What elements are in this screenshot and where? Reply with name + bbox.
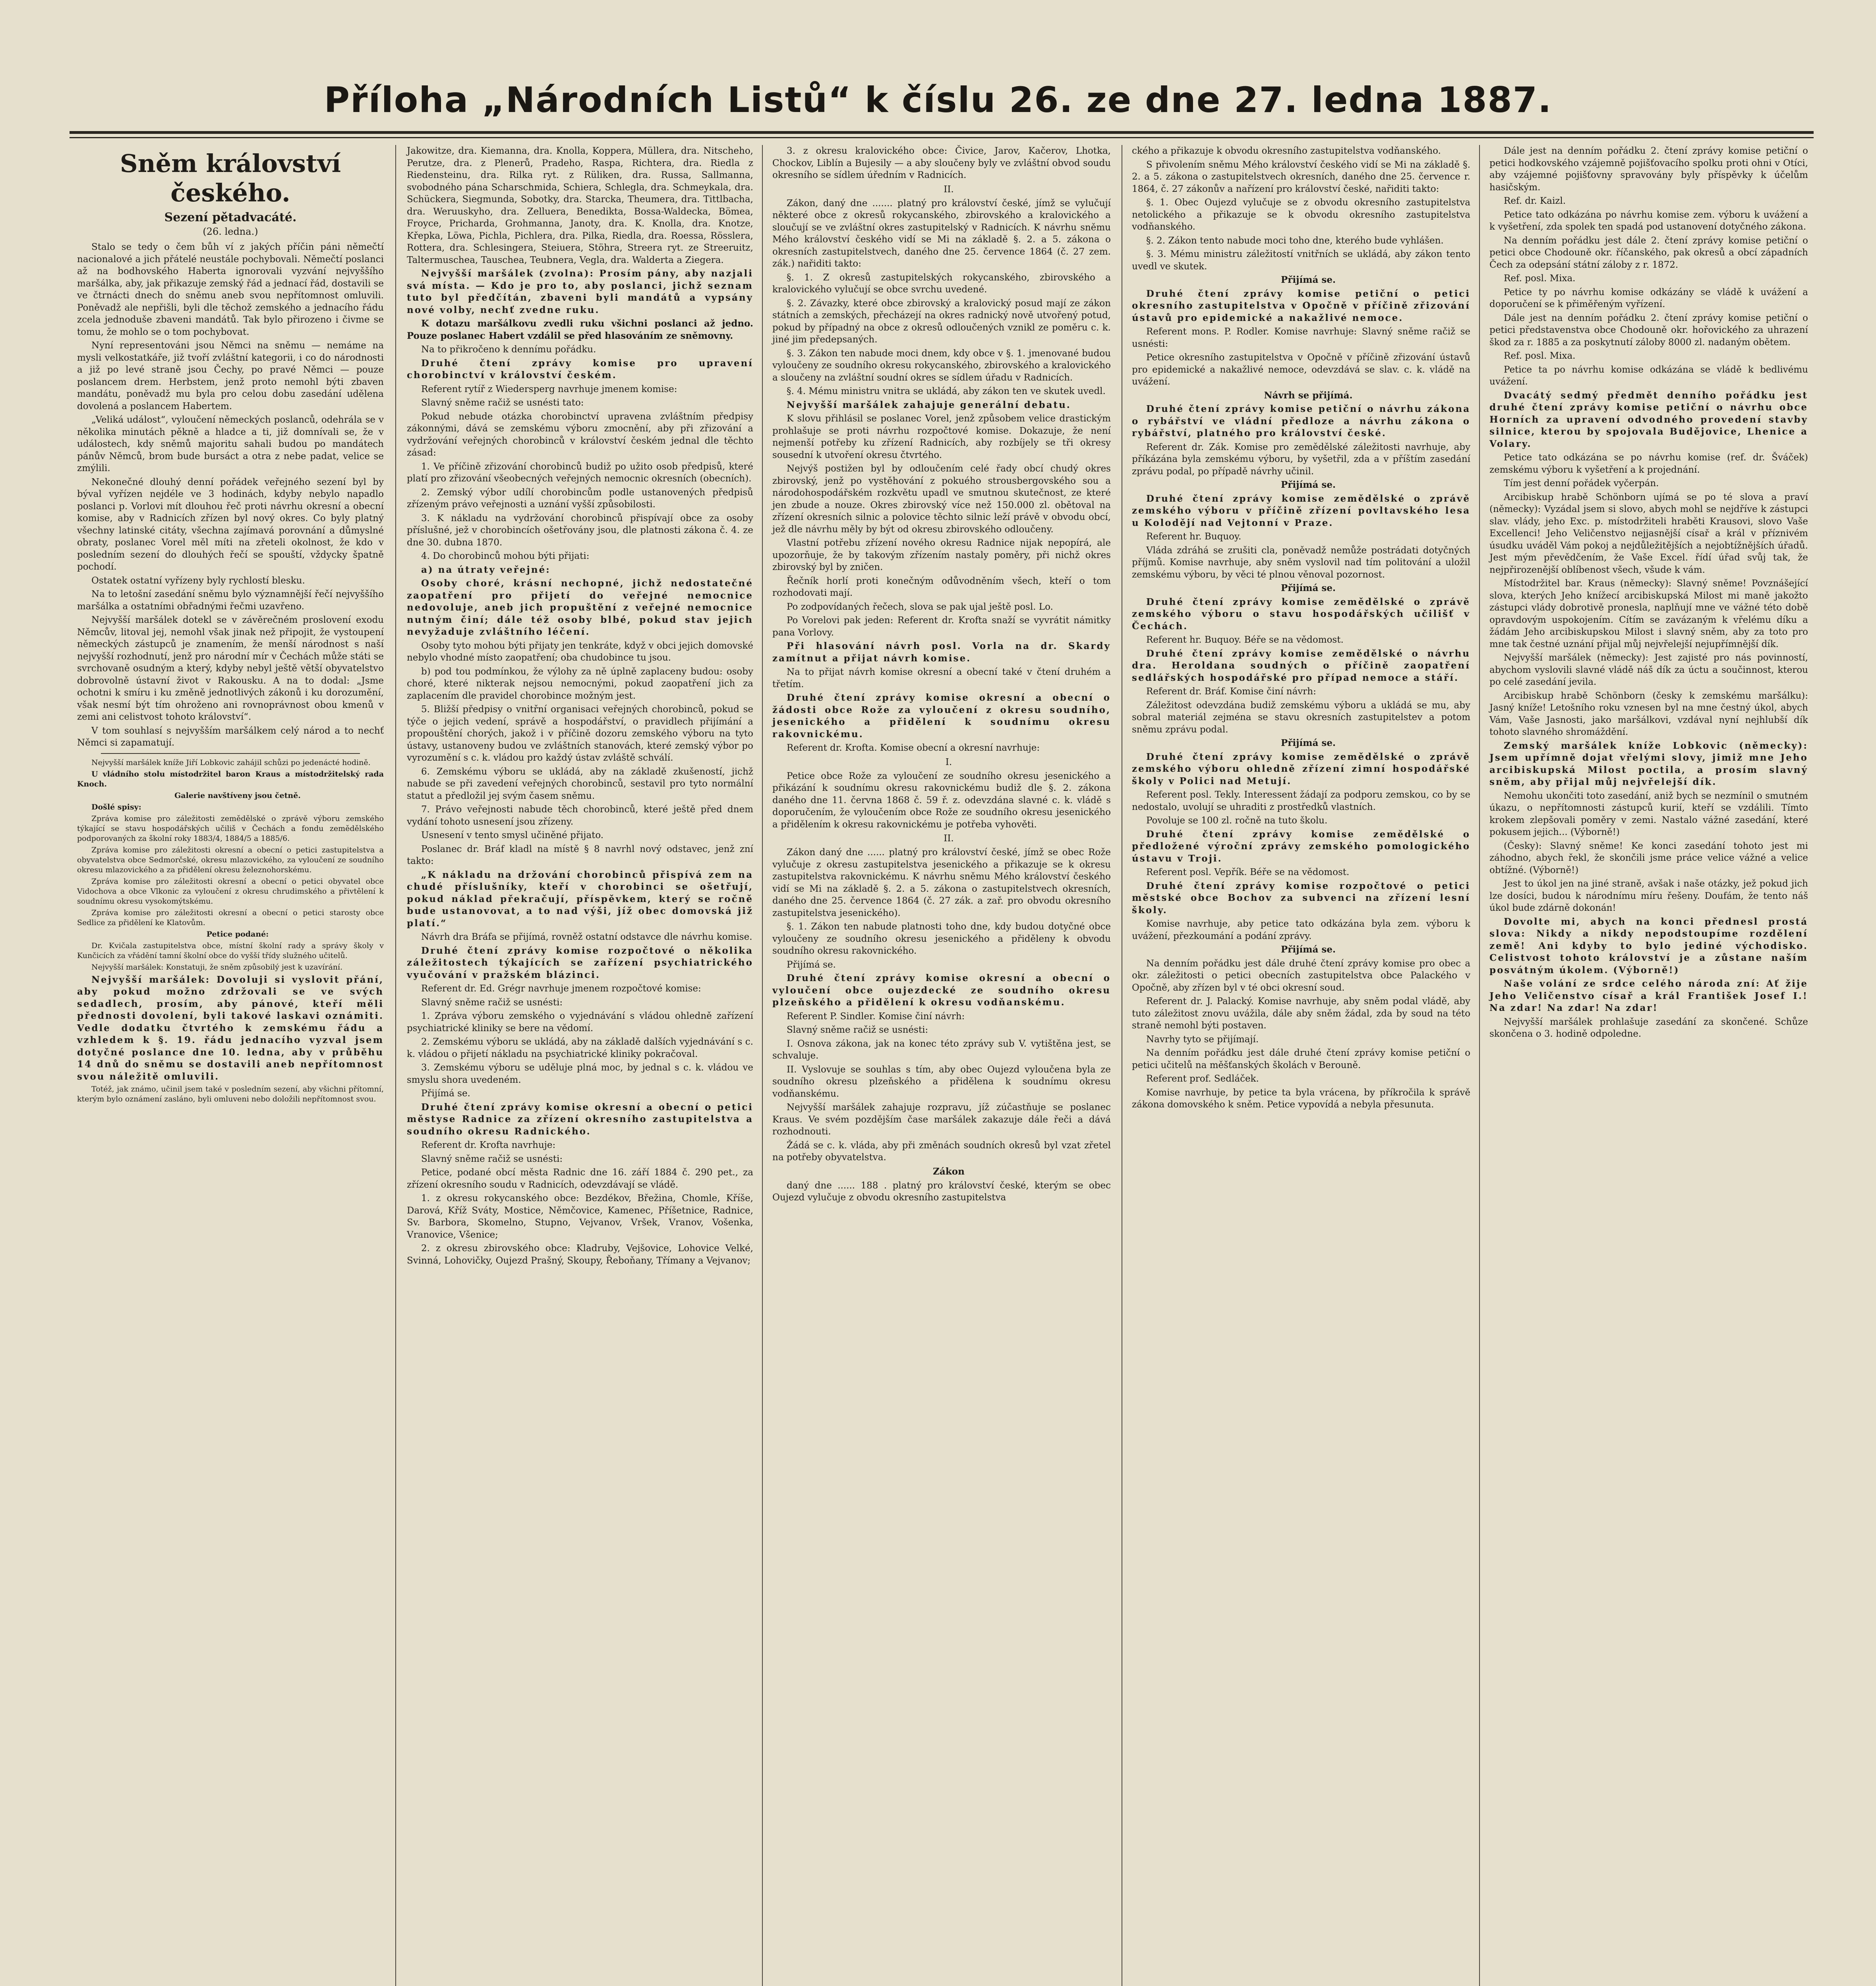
paragraph: Druhé čtení zprávy komise rozpočtové o několika záležitostech týkajících se zařízení psychiatrického vyučování v pražském blázinci.: [407, 945, 753, 980]
paragraph: Druhé čtení zprávy komise okresní a obecní o vyloučení obce oujezdecké ze soudního okresu plzeňského a přidělení k okresu vodňanskému.: [772, 973, 1111, 1008]
column-1: [72, 145, 389, 1986]
paragraph: Referent rytíř z Wiedersperg navrhuje jmenem komise:: [421, 384, 677, 394]
article-title: Sněm království českého.: [120, 149, 341, 207]
column-divider: [762, 145, 763, 1986]
paragraph: Komise navrhuje, by petice ta byla vrácena, by příkročila k správě zákona domovského k sněm. Petice vypovídá a nebyla přesunuta.: [1132, 1087, 1470, 1110]
paragraph: Zpráva komise pro záležitosti okresní a obecní o petici starosty obce Sedlice za přidělení ke Klatovům.: [77, 908, 384, 927]
masthead-title: Příloha „Národních Listů“ k číslu 26. ze dne 27. ledna 1887.: [324, 79, 1552, 120]
paragraph: II. Vyslovuje se souhlas s tím, aby obec Oujezd vyloučena byla ze soudního okresu plzeňského a přidělena k soudnímu okresu vodňanskému.: [772, 1064, 1111, 1099]
paragraph: Galerie navštíveny jsou četně.: [174, 791, 301, 800]
paragraph: Druhé čtení zprávy komise zemědělské o zprávě zemského výboru o stavu hospodářských učilišť v Čechách.: [1132, 596, 1470, 632]
paragraph: Na to přijat návrh komise okresní a obecní také v čtení druhém a třetím.: [772, 667, 1111, 690]
paragraph: Druhé čtení zprávy komise rozpočtové o petici městské obce Bochov za subvenci na zřízení lesní školy.: [1132, 880, 1470, 916]
paragraph: Zemský maršálek kníže Lobkovic (německy): Jsem upřímně dojat vřelými slovy, jimiž mne Jeho arcibiskupská Milost poctila, a prosím slavný sněm, aby přijal můj nejvřelejší dík.: [1489, 740, 1808, 787]
paragraph: Petice ta po návrhu komise odkázána se vládě k bedlivému uvážení.: [1489, 364, 1808, 387]
paragraph: Referent prof. Sedláček.: [1146, 1074, 1259, 1084]
paragraph: Po Vorelovi pak jeden: Referent dr. Krofta snaží se vyvrátit námitky pana Vorlovy.: [772, 615, 1111, 638]
paragraph: Vláda zdráhá se zrušiti cla, poněvadž nemůže postrádati dotyčných příjmů. Komise navrhuje, aby sněm vyslovil nad tím politování a uložil zemskému výboru, by věci té plnou věnoval pozornost.: [1132, 545, 1470, 580]
paragraph: Slavný sněme račiž se usnésti:: [787, 1025, 928, 1035]
paragraph: Návrh dra Bráfa se přijímá, rovněž ostatní odstavce dle návrhu komise.: [421, 932, 752, 942]
paragraph: 3. K nákladu na vydržování chorobinců přispívají obce za osoby příslušné, jež v chorobincích ošetřovány jsou, dle platnosti zákona č. 4. ze dne 30. dubna 1870.: [407, 513, 753, 548]
paragraph: Nejvyšší maršálek: Dovoluji si vyslovit přání, aby pokud možno zdržovali se ve svých sedadlech, prosím, aby pánové, kteří měli přednosti dovolení, byli takové laskavi oznámiti. Vedle dodatku čtvrtého k zemskému řádu a vzhledem k §. 19. řádu jednacího vyzval jsem dotyčné poslance dne 10. ledna, aby v průběhu 14 dnů do sněmu se dostavili aneb nepřítomnost svou náležitě omluvili.: [77, 974, 384, 1082]
paragraph: §. 2. Závazky, které obce zbirovský a kralovický posud mají ze zákon státních a zemských, přecházejí na okres radnický nově utvořený potud, pokud by případný na obce z okresů odloučených vznikl ze poměru c. k. jiné jim předepsaných.: [772, 298, 1111, 345]
paragraph: Při hlasování návrh posl. Vorla na dr. Skardy zamítnut a přijat návrh komise.: [772, 641, 1111, 664]
paragraph: a) na útraty veřejné:: [421, 564, 551, 575]
paragraph: Na denním pořádku jest dále druhé čtení zprávy komise petiční o petici učitelů na měšťanských školách v Berouně.: [1132, 1048, 1470, 1070]
paragraph: Navrhy tyto se přijímají.: [1146, 1034, 1259, 1045]
paragraph: Povoluje se 100 zl. ročně na tuto školu.: [1146, 815, 1328, 826]
paragraph: Dovolte mi, abych na konci přednesl prostá slova: Nikdy a nikdy nepodstoupíme rozdělení země! Ani kdyby to bylo jediné východisko. Celistvost tohoto království je a zůstane naším posvátným úkolem. (Výborně!): [1489, 916, 1808, 976]
paragraph: Arcibiskup hrabě Schönborn ujímá se po té slova a praví (německy): Vyzádal jsem si slovo, abych mohl se nejdříve k zástupci slav. vlády, jeho Exc. p. místodržiteli hraběti Krausovi, slovo Vaše Excellenci! Jeho Veličenstvo nejjasnější císař a král v příznivém úsudku uváděl Vám pokoj a nejdůležitějších a nejobtížnějších úřadů. Jest mým převědčením, že Vaše Excel. řídí úřad svůj tak, že nejpřirozenější oblíbenost všech, všude k vám.: [1489, 492, 1808, 575]
paragraph: Druhé čtení zprávy komise zemědělské o zprávě zemského výboru ohledně zřízení zimní hospodářské školy v Polici nad Metují.: [1132, 751, 1470, 786]
paragraph: Návrh se přijímá.: [1264, 390, 1353, 401]
paragraph: Petice ty po návrhu komise odkázány se vládě k uvážení a doporučení se k přiměřeným vyřízení.: [1489, 287, 1808, 309]
paragraph: Zákon daný dne ...... platný pro království české, jímž se obec Rože vylučuje z okresu zastupitelstva jesenického a přikazuje se k okresu zastupitelstva rakovnickému. K návrhu sněmu Mého království českého vidí se Mi na základě §. 2. a 5. zákona o zastupitelstvech okresních, daného dne 25. července 1864 (č. 27 zák. a zař. pro obvodu okresního zastupitelstva jesenického).: [772, 847, 1111, 918]
paragraph: 2. Zemský výbor udílí chorobincům podle ustanovených předpisů zřízeným právo veřejnosti a uznání vyšší způsobilosti.: [407, 487, 753, 510]
paragraph: Ref. posl. Mixa.: [1504, 273, 1576, 284]
paragraph: 1. Zpráva výboru zemského o vyjednávání s vládou ohledně zařízení psychiatrické kliniky se bere na vědomí.: [407, 1011, 753, 1034]
column-4: [1126, 145, 1476, 1986]
paragraph: Ref. dr. Kaizl.: [1504, 196, 1566, 206]
paragraph: Referent P. Sindler. Komise činí návrh:: [787, 1011, 965, 1022]
paragraph: V tom souhlasí s nejvyšším maršálkem celý národ a to nechť Němci si zapamatují.: [77, 725, 384, 748]
paragraph: Nemohu ukončiti toto zasedání, aniž bych se nezmínil o smutném úkazu, o nepřítomnosti zástupců kurií, kteří se vzdálili. Tímto krokem zlepšovali poměry v zemi. Nastalo vážné zasedání, které pokusem jejich... (Výborně!): [1489, 790, 1808, 837]
paragraph: Tím jest denní pořádek vyčerpán.: [1504, 478, 1659, 489]
paragraph: 1. z okresu rokycanského obce: Bezdékov, Břežina, Chomle, Kříše, Darová, Kříž Sváty, Mostice, Němčovice, Kamenec, Příšetnice, Radnice, Sv. Barbora, Skomelno, Stupno, Vejvanov, Vršek, Vranov, Vošenka, Vranovice, Všenice;: [407, 1193, 753, 1240]
paragraph: Místodržitel bar. Kraus (německy): Slavný sněme! Povznášející slova, kterých Jeho knížecí arcibiskupská Milost mi maně jakožto zástupci vlády dobrotivě pronesla, naplňují mne ve vážné této době opravdovým uspokojením. Cítím se zavázaným k vřelému díku a žádám Jeho arcibiskupskou Milost i slavný sněm, aby za toto pro mne tak čestné uznání přijal můj nejvřelejší nejupřímnější dík.: [1489, 578, 1808, 649]
paragraph: I. Osnova zákona, jak na konec této zprávy sub V. vytištěna jest, se schvaluje.: [772, 1038, 1111, 1061]
paragraph: Referent dr. Bráf. Komise činí návrh:: [1146, 686, 1316, 697]
paragraph: U vládního stolu místodržitel baron Kraus a místodržitelský rada Knoch.: [77, 769, 384, 788]
paragraph: 2. z okresu zbirovského obce: Kladruby, Vejšovice, Lohovice Velké, Svinná, Lohovičky, Oujezd Prašný, Skoupy, Řeboňany, Třímany a Vejvanov;: [407, 1243, 753, 1266]
paragraph: Na denním pořádku jest dále druhé čtení zprávy komise pro obec a okr. záležitosti o petici obecních zastupitelstva obce Palackého v Opočně, aby zřízen byl v té obci okresní soud.: [1132, 958, 1470, 993]
paragraph: Naše volání ze srdce celého národa zní: Ať žije Jeho Veličenstvo císař a král František Josef I.! Na zdar! Na zdar! Na zdar!: [1489, 978, 1808, 1013]
paragraph: Referent dr. Ed. Grégr navrhuje jmenem rozpočtové komise:: [421, 983, 701, 994]
section-number: I.: [945, 757, 952, 767]
paragraph: Totéž, jak známo, učinil jsem také v posledním sezení, aby všichni přítomní, kterým bylo oznámení zasláno, byli omluveni nebo doložili nepřítomnost svou.: [77, 1085, 384, 1103]
paragraph: Přijímá se.: [787, 959, 836, 970]
paragraph: Jest to úkol jen na jiné straně, avšak i naše otázky, jež pokud jich lze dosíci, budou k národnímu míru řešeny. Doufám, že tento náš úkol bude zdárně dokonán!: [1489, 879, 1808, 913]
paragraph: ckého a přikazuje k obvodu okresního zastupitelstva vodňanského.: [1132, 146, 1441, 156]
paragraph: Nyní representováni jsou Němci na sněmu — nemáme na mysli velkostatkáře, již tvoří zvláštní kategorii, i co do národnosti a již po levé straně jsou Čechy, po pravé Němci — pouze poslancem drem. Herbstem, jenž proto nemohl býti zbaven mandátu, poněvadž mu byla pro celou dobu zasedání udělena dovolená a poslancem Habertem.: [77, 340, 384, 411]
paragraph: Petice obce Rože za vyloučení ze soudního okresu jesenického a přikázání k soudnímu okresu rakovnickému budiž dle §. 2. zákona daného dne 11. června 1868 č. 59 ř. z. odevzdána slavné c. k. vládě s doporučením, že vyloučením obce Rože ze soudního okresu jesenického a přidělením k okresu rakovnickému je potřeba vyhověti.: [772, 771, 1111, 830]
column-2: [401, 145, 759, 1986]
paragraph: Přijímá se.: [1280, 274, 1336, 285]
paragraph: 1. Ve příčině zřizování chorobinců budiž po užito osob předpisů, které platí pro zřizování všeobecných veřejných nemocnic okresních (obecních).: [407, 461, 753, 484]
paragraph: Slavný sněme račiž se usnésti tato:: [421, 398, 584, 408]
paragraph: Nejvýš postižen byl by odloučením celé řady obcí chudý okres zbirovský, jenž po vystěhování z pokuého strousbergovského sou a národohospodářském rozkvětu upadl ve smutnou skutečnost, ze které jen zbude a nouze. Okres zbirovský více než 150.000 zl. obětoval na zřízení okresních silnic a polovice těchto silnic leží právě v obvodu obcí, jež dle návrhu měly by být od okresu zbirovského odloučeny.: [772, 464, 1111, 535]
paragraph: Slavný sněme račiž se usnésti:: [421, 1153, 563, 1164]
paragraph: Petice tato odkázána se po návrhu komise (ref. dr. Šváček) zemskému výboru k vyšetření a k projednání.: [1489, 452, 1808, 475]
paragraph: Nekonečné dlouhý denní pořádek veřejného sezení byl by býval vyřízen nejdéle ve 3 hodinách, kdyby nebylo napadlo poslanci p. Vorlovi mít dlouhou řeč proti návrhu okresní a obecní komise, aby v Radnicích zřízen byl nový okres. Co byly platný všechny latinské citáty, všechna zajímavá porovnání a důmyslné obraty, poslanec Vorel měl míti na zřeteli okolnost, že kdo v posledním sezení do dlouhých řečí se spouští, vždycky špatně pochodí.: [77, 477, 384, 572]
paragraph: Druhé čtení zprávy komise zemědělské o předložené výroční zprávy zemského pomologického ústavu v Troji.: [1132, 829, 1470, 864]
paragraph: K dotazu maršálkovu zvedli ruku všichni poslanci až jedno. Pouze poslanec Habert vzdálil se před hlasováním ze sněmovny.: [407, 318, 753, 341]
paragraph: Dr. Kvičala zastupitelstva obce, místní školní rady a správy školy v Kunčicích za vřádění tamní školní obce do vyšší třídy služného učitelů.: [77, 941, 384, 960]
paragraph: „Veliká událost“, vyloučení německých poslanců, odehrála se v několika minutách pěkně a hladce a ti, již domnívali se, že v událostech, kdy sněmů majoritu sahali budou po mandátech pánův Němců, brom bude bursáct a otra z nebe padat, velice se zmýlili.: [77, 415, 384, 473]
paragraph: 3. Zemskému výboru se uděluje plná moc, by jednal s c. k. vládou ve smyslu shora uvedeném.: [407, 1063, 753, 1085]
paragraph: Druhé čtení zprávy komise okresní a obecní o žádosti obce Rože za vyloučení z okresu soudního, jesenického a přidělení k soudnímu okresu rakovnickému.: [772, 692, 1111, 740]
paragraph: Referent mons. P. Rodler. Komise navrhuje: Slavný sněme račiž se usnésti:: [1132, 326, 1470, 349]
paragraph: Druhé čtení zprávy komise petiční o petici okresního zastupitelstva v Opočně v příčině zřizování ústavů pro epidemické a nakažlivé nemoce.: [1132, 288, 1470, 323]
paragraph: §. 2. Zákon tento nabude moci toho dne, kterého bude vyhlášen.: [1146, 235, 1444, 246]
paragraph: Osoby tyto mohou býti přijaty jen tenkráte, když v obci jejich domovské nebylo vhodné místo zaopatření; oba chudobince tu jsou.: [407, 640, 753, 663]
paragraph: Referent dr. Krofta. Komise obecní a okresní navrhuje:: [787, 743, 1040, 753]
paragraph: Řečník horlí proti konečným odůvodněním všech, kteří o tom rozhodovati mají.: [772, 576, 1111, 598]
paragraph: Dvacátý sedmý předmět denního pořádku jest druhé čtení zprávy komise petiční o návrhu obce Horních za upravení odvodného provedení stavby silnice, kterou by spojovala Budějovice, Lhenice a Volary.: [1489, 390, 1808, 449]
paragraph: Arcibiskup hrabě Schönborn (česky k zemskému maršálku): Jasný kníže! Letošního roku vznesen byl na mne čestný úkol, abych Vám, Vaše Jasnosti, jako maršálkovi, vzdával nyní nejhlubší dík tohoto slavného shromáždění.: [1489, 690, 1808, 737]
paragraph: 3. z okresu kralovického obce: Čivice, Jarov, Kačerov, Lhotka, Chockov, Liblín a Bujesily — a aby sloučeny byly ve zvláštní obvod soudu okresního se sídlem úředním v Radnicích.: [772, 146, 1111, 180]
paragraph: Referent hr. Buquoy. Béře se na vědomost.: [1146, 635, 1344, 645]
paragraph: 6. Zemskému výboru se ukládá, aby na základě zkušeností, jichž nabude se při zavedení veřejných chorobinců, sestavil pro tyto normální statut a předložil jej svým časem sněmu.: [407, 766, 753, 801]
masthead-rule: [70, 131, 1814, 134]
paragraph: Dále jest na denním pořádku 2. čtení zprávy komise petiční o petici představenstva obce Chodouně okr. hořovického za uhrazení škod za r. 1885 a za poskytnutí záloby 8000 zl. nadaným obětem.: [1489, 313, 1808, 348]
paragraph: Nejvyšší maršálek (zvolna): Prosím pány, aby nazjali svá místa. — Kdo je pro to, aby poslanci, jichž seznam tuto byl předčítán, zbaveni byli mandátů a vypsány nové volby, nechť zvedne ruku.: [407, 268, 753, 315]
section-number: II.: [944, 833, 954, 844]
paragraph: 7. Právo veřejnosti nabude těch chorobinců, které ještě před dnem vydání tohoto usnesení jsou zřízeny.: [407, 804, 753, 827]
paragraph: Zpráva komise pro záležitosti okresní a obecní o petici obyvatel obce Vidochova a obce Vlkonic za vyloučení z okresu chrudimského a přivtělení k soudnímu okresu vysokomýtskému.: [77, 877, 384, 906]
paragraph: 2. Zemskému výboru se ukládá, aby na základě dalších vyjednávání s c. k. vládou o přijetí nákladu na psychiatrické kliniky pokračoval.: [407, 1037, 753, 1059]
paragraph: Petice, podané obcí města Radnic dne 16. září 1884 č. 290 pet., za zřízení okresního soudu v Radnicích, odevzdávají se vládě.: [407, 1167, 753, 1190]
paragraph: Poslanec dr. Bráf kladl na místě § 8 navrhl nový odstavec, jenž zní takto:: [407, 844, 753, 866]
paragraph: Na denním pořádku jest dále 2. čtení zprávy komise petiční o petici obce Chodouně okr. říčanského, pak okresů a obcí západních Čech za odepsání státní záloby z r. 1872.: [1489, 235, 1808, 270]
paragraph: Druhé čtení zprávy komise okresní a obecní o petici městyse Radnice za zřízení okresního zastupitelstva a soudního okresu Radnického.: [407, 1101, 753, 1137]
section-rule: [101, 753, 360, 754]
paragraph: Druhé čtení zprávy komise petiční o návrhu zákona o rybářství ve vládní předloze a návrhu zákona o rybářství, platného pro království české.: [1132, 404, 1470, 439]
paragraph: Záležitost odevzdána budiž zemskému výboru a ukládá se mu, aby sobral materiál zejména se stavu okresních zastupitelstev a potom sněmu zprávu podal.: [1132, 700, 1470, 735]
paragraph: Referent dr. Zák. Komise pro zemědělské záležitosti navrhuje, aby příkázána byla zemskému výboru, by vyšetřil, zda a v příštím zasedání zprávu podal, po případě návrhy učinil.: [1132, 442, 1470, 477]
paragraph: Referent hr. Buquoy.: [1146, 531, 1242, 542]
paragraph: Referent dr. J. Palacký. Komise navrhuje, aby sněm podal vládě, aby tuto záležitost znovu uvážila, dále aby sněm žádal, zda by soud na této straně nemohl býti postaven.: [1132, 996, 1470, 1031]
paragraph: Osoby choré, krásní nechopné, jichž nedostatečné zaopatření pro přijetí do veřejné nemocnice nedovoluje, aneb jich propuštění z veřejné nemocnice nutným činí; dále též osoby blbé, pokud stav jejich nevyžaduje zvláštního léčení.: [407, 578, 753, 637]
paragraph: Nejvyšší maršálek kníže Jiří Lobkovic zahájil schůzi po jedenácté hodině.: [91, 758, 371, 767]
law-heading: Zákon: [933, 1166, 965, 1177]
subheading: Petice podané:: [206, 929, 269, 939]
paragraph: Žádá se c. k. vláda, aby při změnách soudních okresů byl vzat zřetel na potřeby obyvatelstva.: [772, 1140, 1111, 1163]
paragraph: §. 4. Mému ministru vnitra se ukládá, aby zákon ten ve skutek uvedl.: [787, 386, 1106, 396]
paragraph: Druhé čtení zprávy komise pro upravení chorobinctví v království českém.: [407, 357, 753, 381]
paragraph: Referent dr. Krofta navrhuje:: [421, 1140, 556, 1150]
paragraph: Zpráva komise pro záležitosti okresní a obecní o petici zastupitelstva a obyvatelstva obce Sedmorčské, okresu mlazovického, za vyloučení ze soudního okresu mlazovického a za přidělení okresu železnohorskému.: [77, 845, 384, 874]
paragraph: Po zodpovídaných řečech, slova se pak ujal ještě posl. Lo.: [787, 601, 1053, 612]
paragraph: §. 1. Z okresů zastupitelských rokycanského, zbirovského a kralovického vylučují se obce svrchu uvedené.: [772, 272, 1111, 295]
column-divider: [1479, 145, 1480, 1986]
paragraph: 4. Do chorobinců mohou býti přijati:: [421, 551, 590, 561]
article-session: Sezení pětadvacáté.: [164, 211, 297, 224]
paragraph: Petice tato odkázána po návrhu komise zem. výboru k uvážení a k vyšetření, zda spolek ten spadá pod ustanovení dotyčného zákona.: [1489, 209, 1808, 232]
paragraph: S přivolením sněmu Mého království českého vidí se Mi na základě §. 2. a 5. zákona o zastupitelstvech okresních, daného dne 25. července r. 1864, č. 27 zákonův a nařízení pro království české, nařiditi takto:: [1132, 159, 1470, 194]
article-date: (26. ledna.): [203, 226, 258, 237]
paragraph: Druhé čtení zprávy komise zemědělské o návrhu dra. Heroldana soudných o příčině zaopatření sedlářských hospodářské pro případ nemoce a stáří.: [1132, 648, 1470, 683]
column-divider: [395, 145, 396, 1986]
paragraph: Usnesení v tento smysl učiněné přijato.: [421, 830, 604, 840]
paragraph: K slovu přihlásil se poslanec Vorel, jenž způsobem velice drastickým prohlašuje se proti návrhu rozpočtové komise. Dokazuje, že není nejmenší potřeby ku zřízení Radnicích, aby rozbíjely se tři okresy sousední k utvoření okresu čtvrtého.: [772, 413, 1111, 460]
paragraph: Přijímá se.: [1280, 738, 1336, 748]
paragraph: Přijímá se.: [1280, 944, 1336, 955]
column-3: [767, 145, 1116, 1986]
paragraph: Nejvyšší maršálek zahajuje rozpravu, jíž zúčastňuje se poslanec Kraus. Ve svém pozdějším čase maršálek zakazuje dále řeči a dává rozhodnouti.: [772, 1102, 1111, 1137]
paragraph: Zpráva komise pro záležitosti zemědělské o zprávě výboru zemského týkající se stavu hospodářských učiliš v Čechách a fondu zemědělského podporovaných za školní roky 1883/4, 1884/5 a 1885/6.: [77, 814, 384, 843]
subheading: Došlé spisy:: [91, 802, 141, 811]
paragraph: Na to letošní zasedání sněmu bylo významnější řečí nejvyššího maršálka a ostatními obřadnými řečmi uzavřeno.: [77, 589, 384, 612]
paragraph: Pokud nebude otázka chorobinctví upravena zvláštním předpisy zákonnými, dává se zemskému výboru zmocnění, aby při zřizování a vydržování veřejných chorobinců v království českém jednal dle těchto zásad:: [407, 411, 753, 458]
paragraph: Přijímá se.: [1280, 583, 1336, 593]
column-5: [1484, 145, 1814, 1986]
paragraph: Komise navrhuje, aby petice tato odkázána byla zem. výboru k uvážení, přezkoumání a podání zprávy.: [1132, 919, 1470, 941]
paragraph: Slavný sněme račiž se usnésti:: [421, 997, 563, 1008]
paragraph: Vlastní potřebu zřízení nového okresu Radnice nijak nepopírá, ale upozorňuje, že by takovým zřízením nastaly poměry, při nichž okres zbirovský byl by zničen.: [772, 538, 1111, 572]
paragraph: Petice okresního zastupitelstva v Opočně v příčině zřizování ústavů pro epidemické a nakažlivé nemoce, odevzdává se slav. c. k. vládě na uvážení.: [1132, 352, 1470, 387]
paragraph: Nejvyšší maršálek (německy): Jest zajisté pro nás povinností, abychom vyslovili slavné vládě náš dík za úctu a součinnost, kterou po celé zasedání jevila.: [1489, 653, 1808, 687]
paragraph: Referent posl. Tekly. Interessent žádají za podporu zemskou, co by se nedostalo, uvolují se uhraditi z prostředků vlastních.: [1132, 790, 1470, 812]
section-number: II.: [944, 184, 954, 195]
paragraph: Ref. posl. Mixa.: [1504, 351, 1576, 361]
paragraph: Stalo se tedy o čem bůh ví z jakých příčin páni němečtí nacionalové a jich přátelé neustále pochybovali. Němečtí poslanci až na bodhovského Haberta ignorovali vyzvání nejvyššího maršálka, aby, jak přikazuje zemský řád a jednací řád, dostavili se ve čtrnácti dnech do sněmu aneb svou nepřítomnost omluvili. Poněvadž ale nepřišli, byli dle těchož zemského a jednacího řádu zcela jednoduše zbaveni mandátů. Tak bylo přirozeno i čivme se tomu, že mohlo se o tom pochybovat.: [77, 242, 384, 337]
paragraph: Na to přikročeno k dennímu pořádku.: [421, 344, 596, 355]
paragraph: Ostatek ostatní vyřízeny byly rychlostí blesku.: [91, 575, 305, 586]
paragraph: §. 1. Obec Oujezd vylučuje se z obvodu okresního zastupitelstva netolického a přikazuje se k obvodu okresního zastupitelstva vodňanského.: [1132, 197, 1470, 232]
paragraph: Nejvyšší maršálek: Konstatuji, že sněm způsobilý jest k uzavírání.: [91, 962, 343, 972]
paragraph: Přijímá se.: [421, 1088, 470, 1099]
paragraph: Nejvyšší maršálek zahajuje generální debatu.: [787, 399, 1071, 410]
masthead-rule-thin: [70, 137, 1814, 138]
paragraph: §. 1. Zákon ten nabude platnosti toho dne, kdy budou dotyčné obce vyloučeny ze soudního okresu jesenického a přiděleny k obvodu soudního okresu rakovnického.: [772, 922, 1111, 956]
paragraph: Nejvyšší maršálek prohlašuje zasedání za skončené. Schůze skončena o 3. hodině odpoledne.: [1489, 1016, 1808, 1039]
paragraph: daný dne ...... 188 . platný pro království české, kterým se obec Oujezd vylučuje z obvodu okresního zastupitelstva: [772, 1180, 1111, 1203]
paragraph: §. 3. Zákon ten nabude moci dnem, kdy obce v §. 1. jmenované budou vyloučeny ze soudního okresu rokycanského, zbirovského a kralovického a sloučeny na zvláštní soudní okres se sídlem úřadu v Radnicích.: [772, 348, 1111, 383]
paragraph: Zákon, daný dne ....... platný pro království české, jímž se vylučují některé obce z okresů rokycanského, zbirovského a kralovického a sloučují se ve zvláštní okres zastupitelský v Radnicích. K návrhu sněmu Mého království českého vidí se Mi na základě §. 2. a 5. zákona o okresních zastupitelstvech, daného dne 25. července 1864 (č. 27 zem. zák.) nařiditi takto:: [772, 198, 1111, 269]
paragraph: Referent posl. Vepřík. Béře se na vědomost.: [1146, 867, 1350, 877]
paragraph: b) pod tou podmínkou, že výlohy za ně úplně zaplaceny budou: osoby choré, které nikterak nejsou nemocnými, pokud zaopatření jich za zaplacením dle pravidel chorobince možným jest.: [407, 666, 753, 701]
paragraph: Přijímá se.: [1280, 479, 1336, 490]
paragraph: Jakowitze, dra. Kiemanna, dra. Knolla, Koppera, Müllera, dra. Nitscheho, Perutze, dra. z Plenerů, Pradeho, Raspa, Richtera, dra. Riedla z Riedensteinu, dra. Rilka ryt. z Rüliken, dra. Russa, Sallmanna, svobodného pána Scharschmida, Schiera, Schlegla, dra. Schmeykala, dra. Schückera, Siegmunda, Sobotky, dra. Starcka, Theumera, dra. Tittlbacha, dra. Weruuskyho, dra. Zelluera, Benedikta, Bossa-Waldecka, Bömea, Froyce, Pricharda, Grohmanna, Janoty, dra. K. Knolla, dra. Knotze, Křepka, Löwa, Pichla, Pichlera, dra. Pilka, Riedla, dra. Roessa, Rösslera, Rottera, dra. Schlesingera, Steiuera, Stöhra, Streera ryt. ze Streeruitz, Taltermuschea, Tauschea, Teubnera, Vegla, dra. Walderta a Ziegera.: [407, 146, 753, 265]
paragraph: Dále jest na denním pořádku 2. čtení zprávy komise petiční o petici hodkovského vzájemně pojišťovacího spolku proti ohni v Otíci, aby vzájemné pojišťovny spravovány byly příspěvky k účelům hasičským.: [1489, 146, 1808, 193]
paragraph: (Česky): Slavný sněme! Ke konci zasedání tohoto jest mi záhodno, abych řekl, že skončili jsme práce velice vážné a velice obtížné. (Výborně!): [1489, 840, 1808, 875]
paragraph: Druhé čtení zprávy komise zemědělské o zprávě zemského výboru v příčině zřízení povltavského lesa u Kolodějí nad Vejtonní v Praze.: [1132, 493, 1470, 528]
paragraph: „K nákladu na držování chorobinců přispívá zem na chudé příslušníky, kteří v chorobinci se ošetřují, pokud náklad překračují, příspěvkem, který se ročně bude ustanovovat, a to nad výši, jíž obec domovská již platí.“: [407, 869, 753, 929]
paragraph: 5. Bližší předpisy o vnitřní organisaci veřejných chorobinců, pokud se týče o jejich vedení, správě a hospodářství, o pravidlech přijímání a propouštění chorých, jakož i v příčině dozoru zemského výboru na tyto ústavy, ustanoveny budou ve zvláštních stanovách, které zemský výbor po vyrozumění s c. k. vládou pro každý ústav zvláště schválí.: [407, 704, 753, 763]
paragraph: Nejvyšší maršálek dotekl se v závěrečném proslovení exodu Němcův, litoval jej, nemohl však jinak než připojit, že vystoupení německých zástupců je znamením, že menší národnost s naší nejvyšší rozhodnutí, jenž pro národní mír v Čechách může státi se svrchovaně osudným a který, kdyby nebyl ještě větší obyvatelstvo dobrovolně ústavní život v Rakousku. A na to dodal: „Jsme ochotni k smíru i ku změně jednotlivých zákonů i ku dorozumění, však nesmí být tím ohroženo ani rovnoprávnost obou kmenů v zemi ani celistvost tohoto království“.: [77, 615, 384, 722]
paragraph: §. 3. Mému ministru záležitostí vnitřních se ukládá, aby zákon tento uvedl ve skutek.: [1132, 249, 1470, 272]
